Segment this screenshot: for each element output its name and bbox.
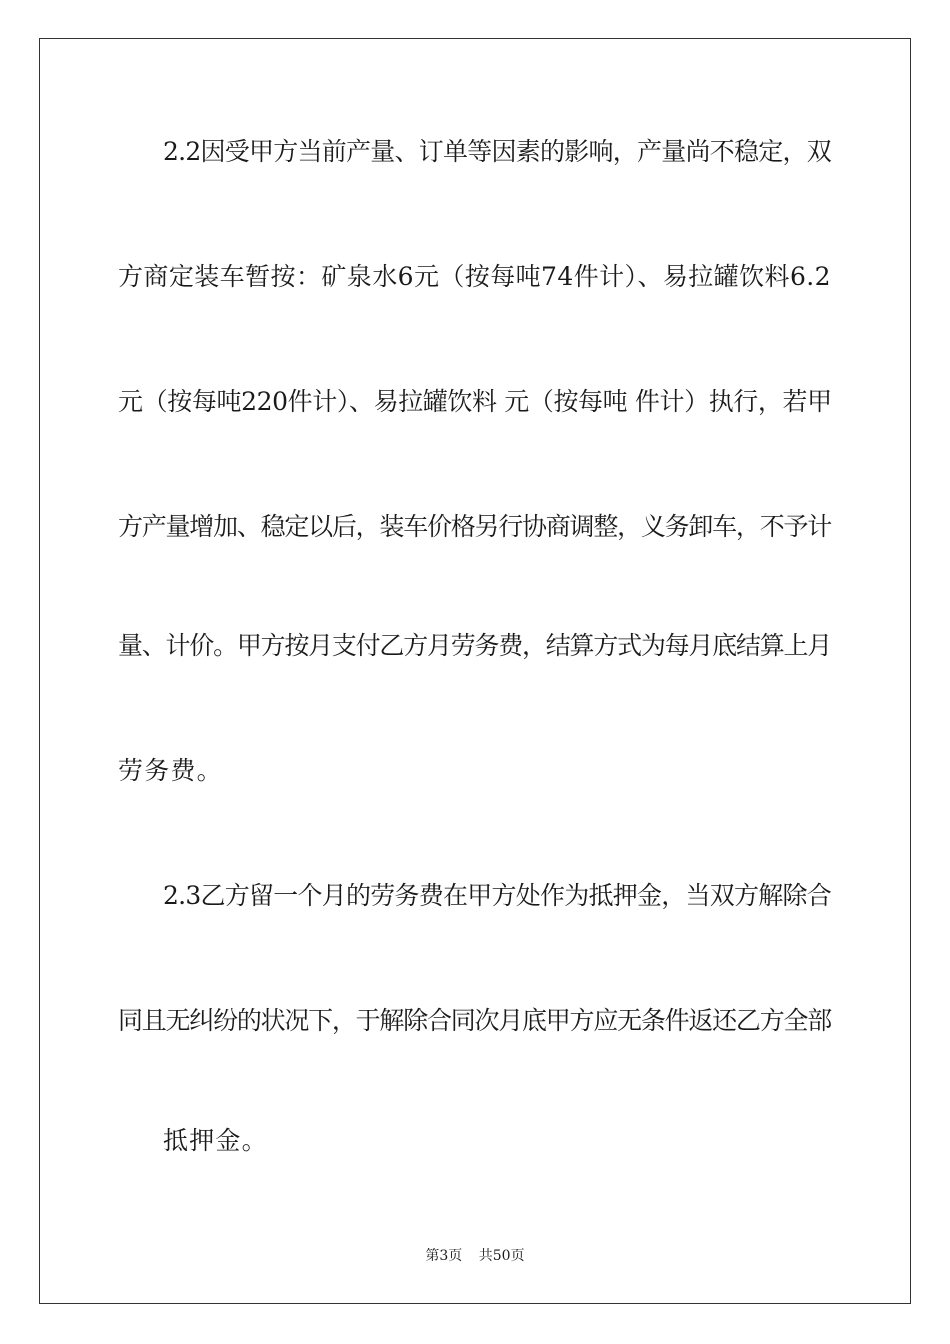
page-total: 共50页 xyxy=(478,1248,525,1264)
paragraph-2-3-line-2: 同且无纠纷的状况下，于解除合同次月底甲方应无条件返还乙方全部 xyxy=(118,1006,831,1035)
paragraph-2-2-line-6: 劳务费。 xyxy=(118,756,223,785)
page-footer xyxy=(0,1247,950,1265)
page-number: 第3页 xyxy=(425,1248,463,1264)
paragraph-2-3-line-3: 抵押金。 xyxy=(163,1126,268,1155)
page-border xyxy=(39,38,911,1304)
paragraph-2-3-line-1: 2.3乙方留一个月的劳务费在甲方处作为抵押金，当双方解除合 xyxy=(163,881,831,910)
paragraph-2-2-line-1: 2.2因受甲方当前产量、订单等因素的影响，产量尚不稳定，双 xyxy=(163,137,831,166)
paragraph-2-2-line-5: 量、计价。甲方按月支付乙方月劳务费，结算方式为每月底结算上月 xyxy=(118,631,831,660)
paragraph-2-2-line-4: 方产量增加、稳定以后，装车价格另行协商调整，义务卸车，不予计 xyxy=(118,512,831,541)
paragraph-2-2-line-3: 元（按每吨220件计）、易拉罐饮料 元（按每吨 件计）执行，若甲 xyxy=(118,387,832,416)
paragraph-2-2-line-2: 方商定装车暂按：矿泉水6元（按每吨74件计）、易拉罐饮料6.2 xyxy=(118,262,831,291)
